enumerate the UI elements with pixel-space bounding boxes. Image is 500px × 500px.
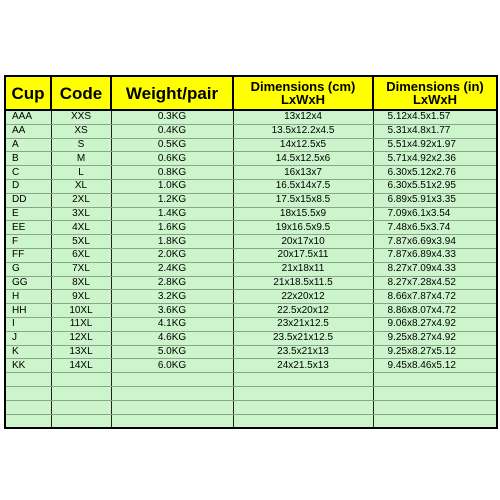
dimensions-cm-cell: 19x16.5x9.5 [233,221,373,235]
header-dimensions-cm-sub: LxWxH [280,92,326,107]
code-cell: 6XL [51,248,111,262]
table-row [5,221,497,235]
table-row [5,400,497,414]
dimensions-cm-cell: 22x20x12 [233,290,373,304]
dimensions-in-cell: 9.25x8.27x5.12 [373,345,497,359]
cup-cell [5,414,51,428]
code-cell: 4XL [51,221,111,235]
header-cup: Cup [5,76,51,110]
table-header [5,76,497,110]
dimensions-in-cell: 5.31x4.8x1.77 [373,124,497,138]
header-code: Code [51,76,111,110]
dimensions-cm-cell: 23.5x21x13 [233,345,373,359]
code-cell: 8XL [51,276,111,290]
cup-cell: J [5,331,51,345]
table-row [5,138,497,152]
dimensions-in-cell: 8.27x7.09x4.33 [373,262,497,276]
dimensions-cm-cell [233,386,373,400]
dimensions-cm-cell: 18x15.5x9 [233,207,373,221]
code-cell: 14XL [51,359,111,373]
weight-cell: 2.0KG [111,248,233,262]
dimensions-in-cell [373,386,497,400]
cup-cell: E [5,207,51,221]
dimensions-cm-cell: 23x21x12.5 [233,317,373,331]
weight-cell: 0.4KG [111,124,233,138]
dimensions-in-cell: 7.87x6.69x3.94 [373,235,497,249]
table-row [5,193,497,207]
dimensions-cm-cell: 24x21.5x13 [233,359,373,373]
code-cell: 12XL [51,331,111,345]
weight-cell: 1.8KG [111,235,233,249]
cup-cell: K [5,345,51,359]
cup-cell: H [5,290,51,304]
dimensions-cm-cell: 21x18x11 [233,262,373,276]
table-row [5,152,497,166]
table-row [5,359,497,373]
code-cell [51,386,111,400]
size-chart-table [4,75,498,429]
code-cell: 5XL [51,235,111,249]
weight-cell: 4.1KG [111,317,233,331]
table-row [5,331,497,345]
dimensions-in-cell: 5.71x4.92x2.36 [373,152,497,166]
table-row [5,248,497,262]
weight-cell: 1.0KG [111,179,233,193]
weight-cell [111,386,233,400]
dimensions-in-cell: 7.87x6.89x4.33 [373,248,497,262]
weight-cell: 1.2KG [111,193,233,207]
cup-cell [5,400,51,414]
dimensions-in-cell [373,373,497,387]
table-row [5,276,497,290]
header-weight: Weight/pair [111,76,233,110]
code-cell: 9XL [51,290,111,304]
dimensions-cm-cell: 14x12.5x5 [233,138,373,152]
dimensions-in-cell: 9.45x8.46x5.12 [373,359,497,373]
code-cell [51,414,111,428]
weight-cell: 0.5KG [111,138,233,152]
dimensions-cm-cell: 20x17x10 [233,235,373,249]
table-row [5,386,497,400]
dimensions-in-cell [373,414,497,428]
weight-cell: 2.8KG [111,276,233,290]
header-dimensions-in [373,76,497,110]
dimensions-in-cell: 6.30x5.51x2.95 [373,179,497,193]
cup-cell: EE [5,221,51,235]
dimensions-in-cell: 5.51x4.92x1.97 [373,138,497,152]
table-row [5,414,497,428]
header-row [5,76,497,110]
dimensions-cm-cell [233,373,373,387]
cup-cell [5,373,51,387]
dimensions-cm-cell: 22.5x20x12 [233,304,373,318]
dimensions-in-cell: 7.09x6.1x3.54 [373,207,497,221]
code-cell: 3XL [51,207,111,221]
table-row [5,166,497,180]
dimensions-in-cell: 8.66x7.87x4.72 [373,290,497,304]
weight-cell: 6.0KG [111,359,233,373]
header-dimensions-cm [233,76,373,110]
dimensions-in-cell: 8.27x7.28x4.52 [373,276,497,290]
weight-cell [111,414,233,428]
dimensions-cm-cell: 17.5x15x8.5 [233,193,373,207]
dimensions-cm-cell: 23.5x21x12.5 [233,331,373,345]
code-cell: 7XL [51,262,111,276]
cup-cell: KK [5,359,51,373]
dimensions-in-cell: 5.12x4.5x1.57 [373,110,497,124]
weight-cell: 0.3KG [111,110,233,124]
table-row [5,304,497,318]
cup-cell: F [5,235,51,249]
dimensions-cm-cell: 13x12x4 [233,110,373,124]
code-cell: XL [51,179,111,193]
weight-cell: 0.8KG [111,166,233,180]
cup-cell: FF [5,248,51,262]
code-cell: 11XL [51,317,111,331]
code-cell: 2XL [51,193,111,207]
dimensions-cm-cell: 13.5x12.2x4.5 [233,124,373,138]
dimensions-in-cell [373,400,497,414]
weight-cell: 1.6KG [111,221,233,235]
table-row [5,262,497,276]
table-row [5,207,497,221]
cup-cell: D [5,179,51,193]
dimensions-in-cell: 9.06x8.27x4.92 [373,317,497,331]
code-cell: 13XL [51,345,111,359]
table-row [5,373,497,387]
header-dimensions-in-title: Dimensions (in) [386,79,484,94]
code-cell: M [51,152,111,166]
weight-cell: 2.4KG [111,262,233,276]
cup-cell [5,386,51,400]
dimensions-in-cell: 9.25x8.27x4.92 [373,331,497,345]
table-row [5,124,497,138]
header-dimensions-in-sub: LxWxH [412,92,458,107]
dimensions-cm-cell [233,400,373,414]
code-cell: XXS [51,110,111,124]
table-row [5,179,497,193]
cup-cell: AA [5,124,51,138]
dimensions-cm-cell: 21x18.5x11.5 [233,276,373,290]
table-row [5,235,497,249]
weight-cell: 5.0KG [111,345,233,359]
weight-cell [111,400,233,414]
header-dimensions-cm-title: Dimensions (cm) [250,79,356,94]
dimensions-cm-cell: 14.5x12.5x6 [233,152,373,166]
cup-cell: I [5,317,51,331]
table-row [5,290,497,304]
table-row [5,110,497,124]
cup-cell: G [5,262,51,276]
cup-cell: HH [5,304,51,318]
cup-cell: AAA [5,110,51,124]
cup-cell: B [5,152,51,166]
cup-cell: DD [5,193,51,207]
weight-cell: 1.4KG [111,207,233,221]
code-cell: 10XL [51,304,111,318]
dimensions-cm-cell: 20x17.5x11 [233,248,373,262]
dimensions-cm-cell: 16x13x7 [233,166,373,180]
dimensions-in-cell: 8.86x8.07x4.72 [373,304,497,318]
weight-cell: 3.6KG [111,304,233,318]
dimensions-in-cell: 6.30x5.12x2.76 [373,166,497,180]
weight-cell [111,373,233,387]
table-body [5,110,497,428]
dimensions-in-cell: 6.89x5.91x3.35 [373,193,497,207]
code-cell [51,373,111,387]
table-row [5,345,497,359]
cup-cell: C [5,166,51,180]
cup-cell: GG [5,276,51,290]
weight-cell: 4.6KG [111,331,233,345]
code-cell [51,400,111,414]
weight-cell: 0.6KG [111,152,233,166]
dimensions-in-cell: 7.48x6.5x3.74 [373,221,497,235]
dimensions-cm-cell [233,414,373,428]
table-row [5,317,497,331]
code-cell: S [51,138,111,152]
code-cell: XS [51,124,111,138]
weight-cell: 3.2KG [111,290,233,304]
dimensions-cm-cell: 16.5x14x7.5 [233,179,373,193]
cup-cell: A [5,138,51,152]
code-cell: L [51,166,111,180]
